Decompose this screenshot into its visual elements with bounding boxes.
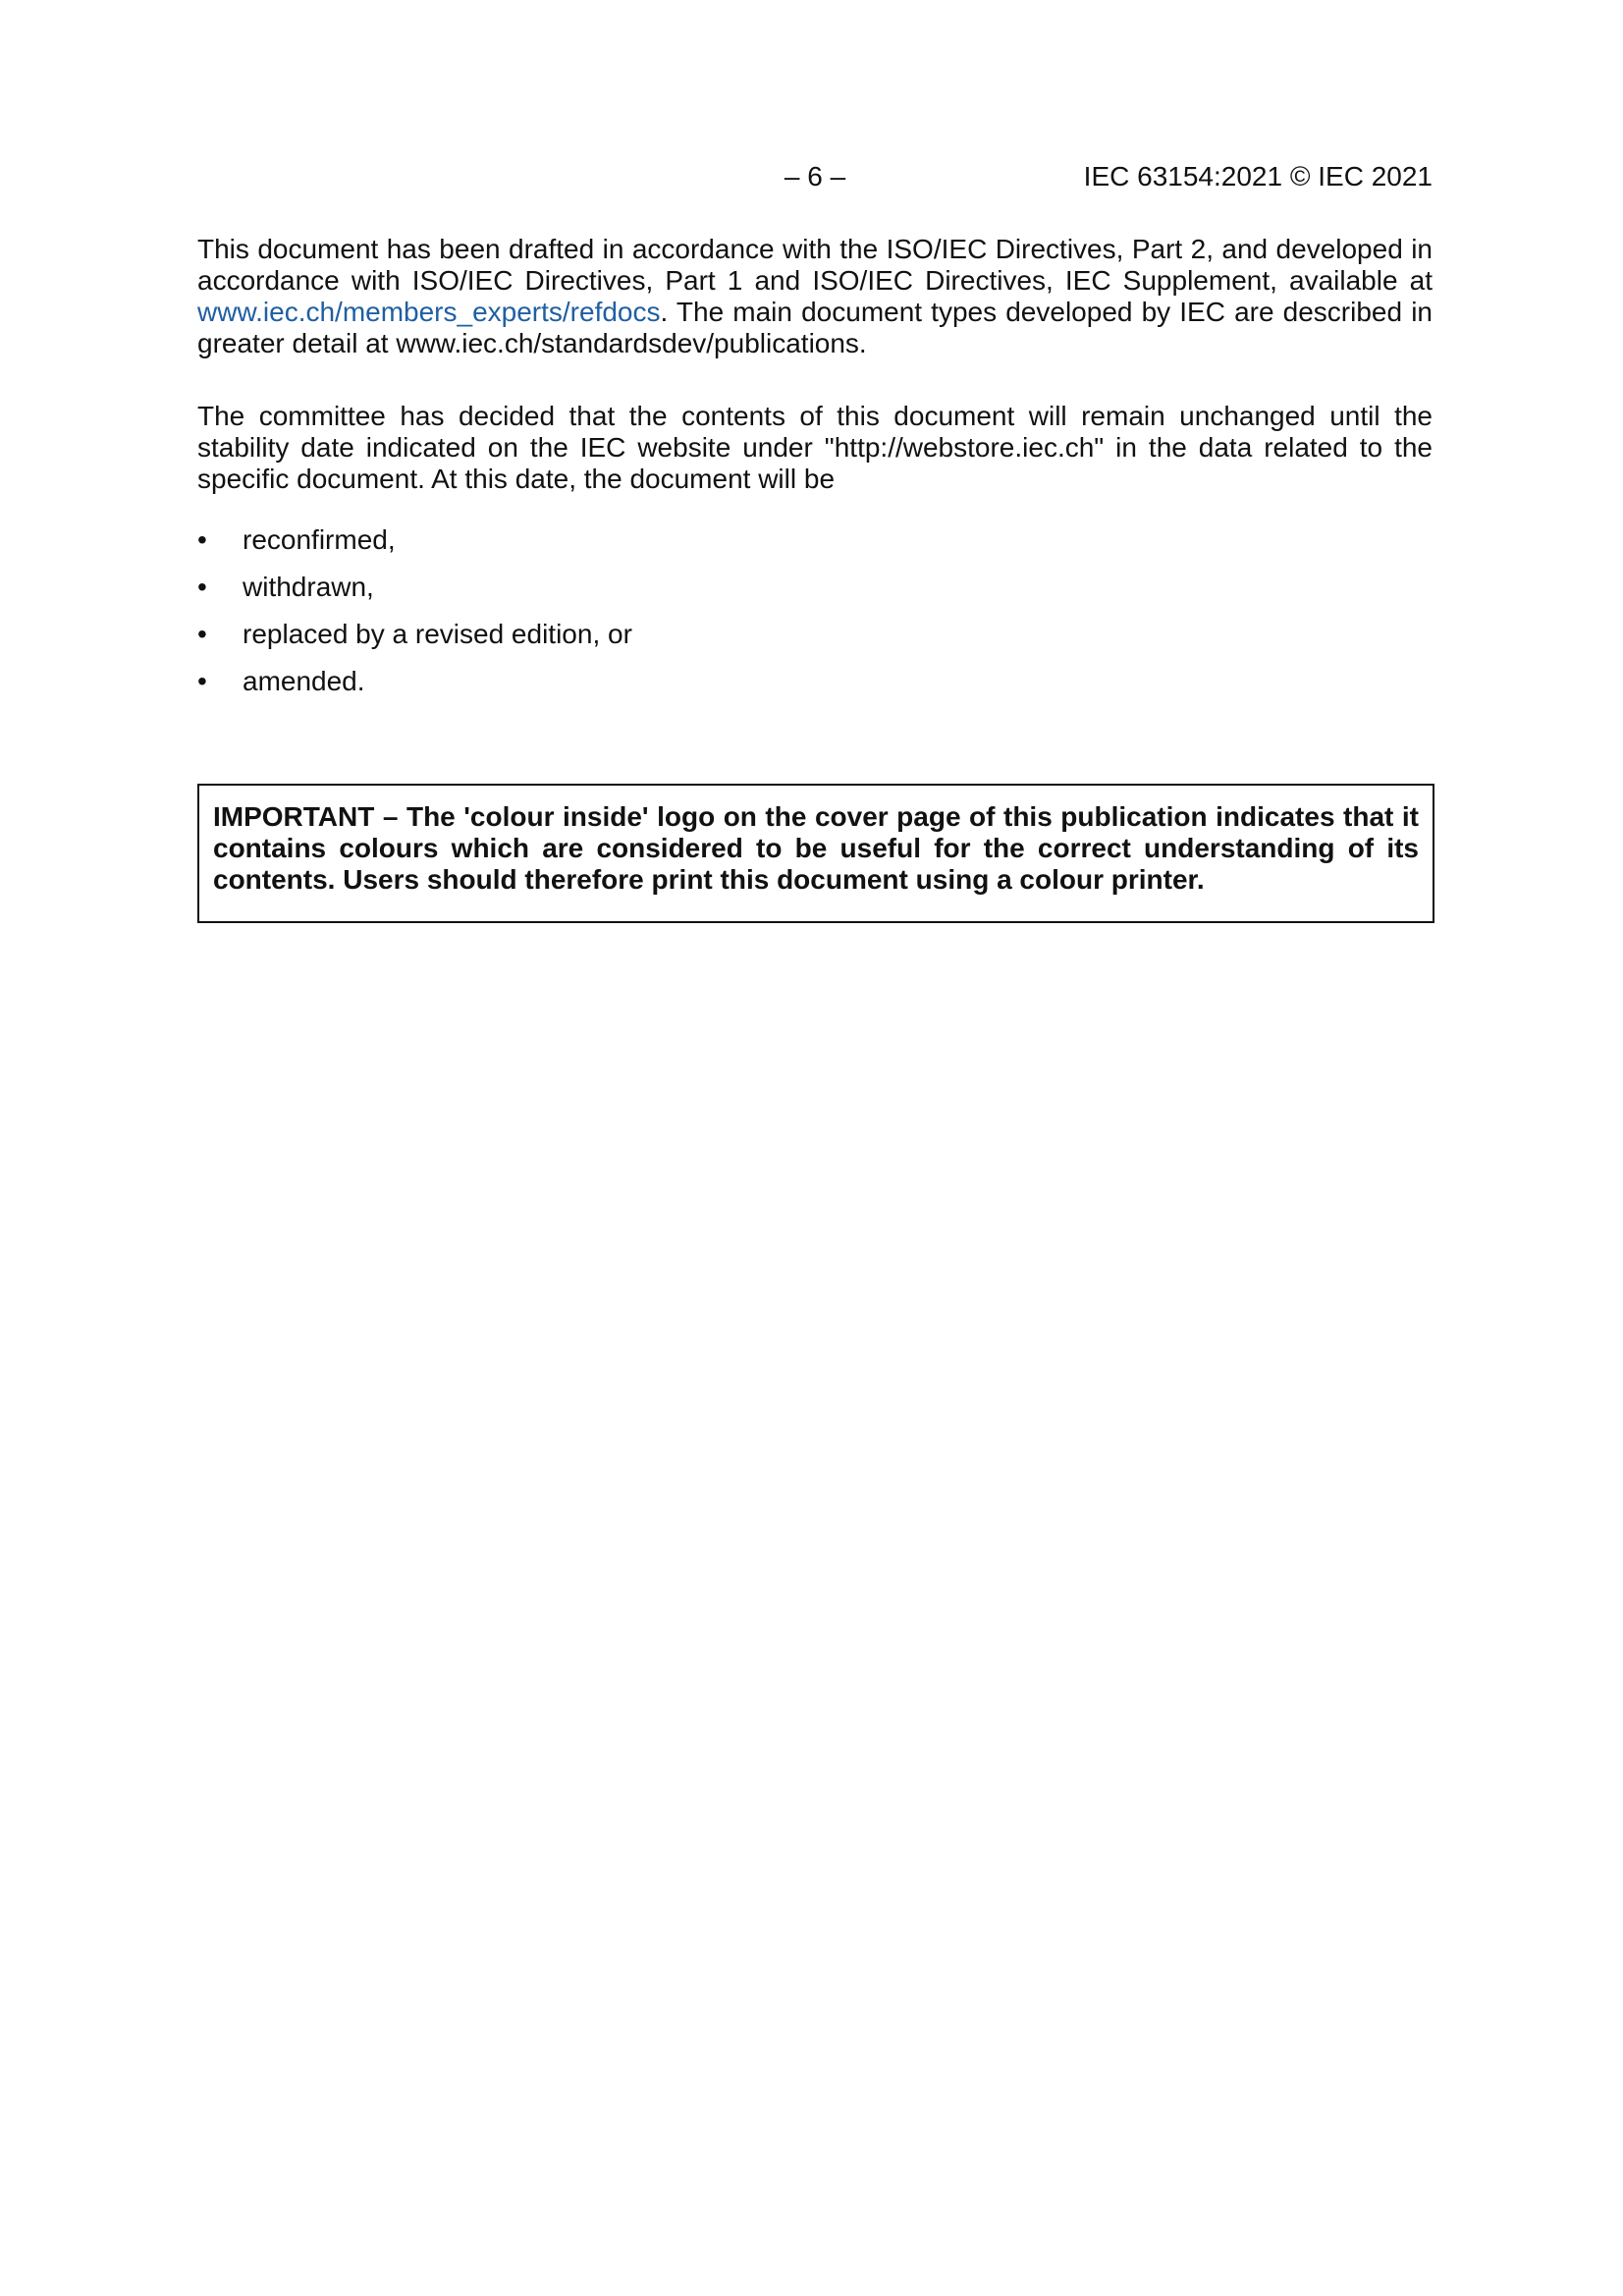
- stability-options-list: [197, 524, 1433, 713]
- list-item: [197, 572, 1433, 619]
- page-header: [0, 157, 1623, 196]
- page-number: – 6 –: [784, 161, 846, 191]
- bullet-icon: •: [197, 619, 207, 649]
- bullet-icon: •: [197, 524, 207, 555]
- list-item-text: reconfirmed,: [243, 524, 396, 555]
- list-item-text: amended.: [243, 666, 365, 696]
- paragraph-directives-text-end: . The main document types developed by IEC are described in greater detail at www.iec.ch/standardsdev/publications.: [197, 297, 1433, 358]
- paragraph-directives: [197, 234, 1433, 359]
- paragraph-stability: The committee has decided that the contents of this document will remain unchanged until the stability date indicated on the IEC website under "http://webstore.iec.ch" in the data related to the specific document. At this date, the document will be: [197, 401, 1433, 494]
- important-notice-text: IMPORTANT – The 'colour inside' logo on the cover page of this publication indicates that it contains colours which are considered to be useful for the correct understanding of its contents. Users should therefore print this document using a colour printer.: [213, 801, 1419, 895]
- paragraph-directives-text-start: This document has been drafted in accordance with the ISO/IEC Directives, Part 2, and developed in accordance with ISO/IEC Directives, Part 1 and ISO/IEC Directives, IEC Supplement, available at: [197, 234, 1433, 296]
- refdocs-link[interactable]: www.iec.ch/members_experts/refdocs: [197, 297, 661, 327]
- list-item: [197, 666, 1433, 713]
- bullet-icon: •: [197, 666, 207, 696]
- document-reference: IEC 63154:2021 © IEC 2021: [1083, 161, 1433, 191]
- body-content: [197, 234, 1433, 713]
- important-notice-box: [197, 784, 1434, 923]
- list-item-text: withdrawn,: [243, 572, 374, 602]
- list-item-text: replaced by a revised edition, or: [243, 619, 632, 649]
- list-item: [197, 524, 1433, 572]
- bullet-icon: •: [197, 572, 207, 602]
- list-item: [197, 619, 1433, 666]
